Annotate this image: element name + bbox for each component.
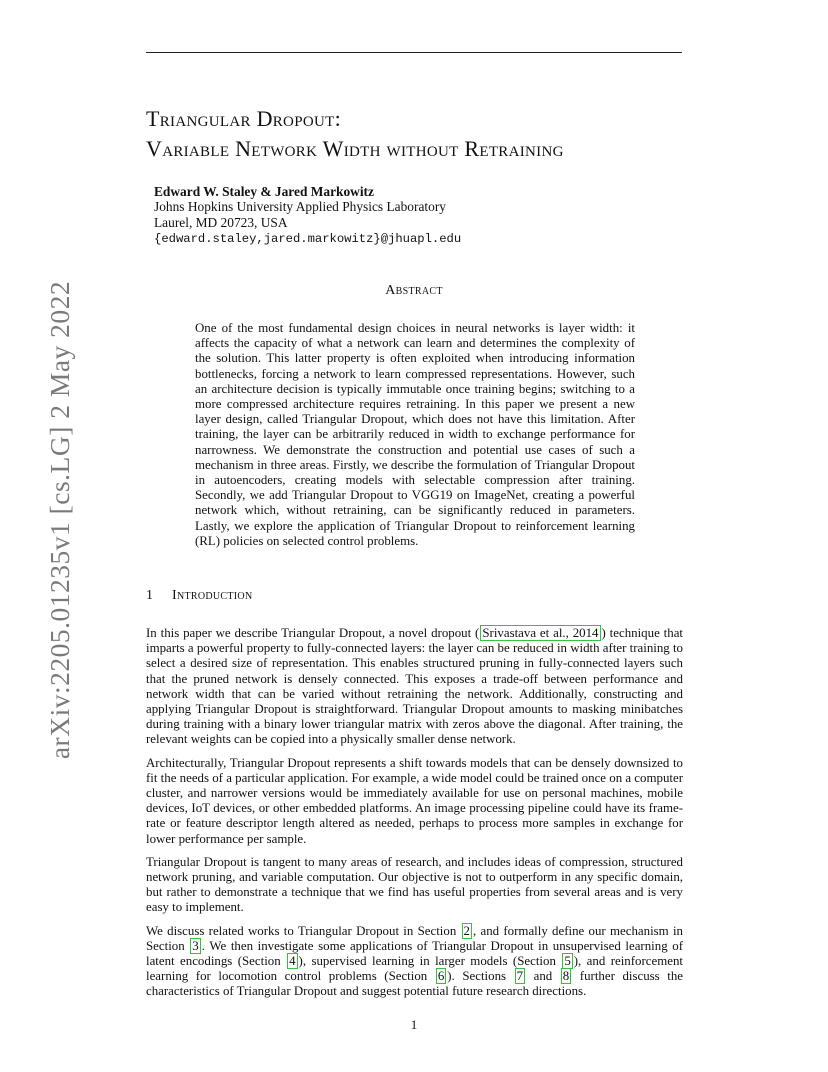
text-span: further discuss the characteristics of Triangular Dropout and suggest potential future research directions. — [146, 969, 683, 999]
affiliation — [154, 199, 461, 247]
text-span: and — [526, 969, 560, 984]
authors: Edward W. Staley & Jared Markowitz — [154, 184, 374, 199]
text-span: In this paper we describe Triangular Dropout, a novel dropout ( — [146, 626, 480, 640]
title-line-1: Triangular Dropout: — [146, 106, 341, 131]
section-ref-link[interactable]: 5 — [564, 954, 571, 969]
page-number: 1 — [410, 1017, 418, 1032]
text-span: ), and reinforcement learning for locomotion control problems (Section — [146, 954, 683, 984]
institution: Johns Hopkins University Applied Physics Laboratory — [154, 199, 446, 214]
section-heading — [146, 588, 252, 604]
paper-title — [146, 104, 706, 164]
intro-paragraph-3: Triangular Dropout is tangent to many areas of research, and includes ideas of compression, structured network pruning, and variable computation. Our objective is not to outperform in any specific domain, but rather to demonstrate a technique that we find has useful properties from several areas and is very easy to implement. — [146, 854, 683, 915]
intro-paragraph-2: Architecturally, Triangular Dropout represents a shift towards models that can be densely downsized to fit the needs of a particular application. For example, a wide model could be trained once on a computer cluster, and narrower versions would be immediately available for use on personal machines, mobile devices, IoT devices, or other embedded platforms. An image processing pipeline could have its frame-rate or feature descriptor length altered as needed, perhaps to process more samples in exchange for lower performance per sample. — [146, 755, 683, 846]
arxiv-stamp: arXiv:2205.01235v1 [cs.LG] 2 May 2022 — [44, 280, 75, 760]
text-span: We discuss related works to Triangular Dropout in Section — [146, 923, 461, 938]
intro-paragraph-1 — [146, 626, 683, 748]
section-title: Introduction — [172, 588, 253, 603]
intro-body — [146, 626, 683, 1008]
section-ref-link[interactable]: 8 — [562, 969, 570, 984]
abstract-body: One of the most fundamental design choices in neural networks is layer width: it affects the capacity of what a network can learn and determines the complexity of the solution. This latter property is often exploited when introducing information bottlenecks, forcing a network to learn compressed representations. However, such an architecture decision is typically immutable once training begins; switching to a more compressed architecture requires retraining. In this paper we present a new layer design, called Triangular Dropout, which does not have this limitation. After training, the layer can be arbitrarily reduced in width to exchange performance for narrowness. We demonstrate the construction and potential use cases of such a mechanism in three areas. Firstly, we describe the formulation of Triangular Dropout in autoencoders, creating models with selectable compression after training. Secondly, we add Triangular Dropout to VGG19 on ImageNet, creating a powerful network which, without retraining, can be significantly reduced in parameters. Lastly, we explore the application of Triangular Dropout to reinforcement learning (RL) policies on selected control problems. — [195, 321, 635, 548]
section-ref-link[interactable]: 6 — [437, 969, 445, 984]
text-span: ) technique that imparts a powerful property to fully-connected layers: the layer can be reduced in width after training to select a desired size of representation. This enables structured pruning in fully-connected layers such that the pruned network is densely connected. This exposes a trade-off between performance and network width that can be varied without retraining the network. Additionally, constructing and applying Triangular Dropout is straightforward. Triangular Dropout amounts to masking minibatches during training with a binary lower triangular matrix with zeros above the diagonal. After training, the relevant weights can be copied into a physically smaller dense network. — [146, 626, 683, 747]
text-span: , and formally define our mechanism in Section — [146, 923, 683, 953]
email: {edward.staley,jared.markowitz}@jhuapl.edu — [154, 232, 462, 246]
section-ref-link[interactable]: 3 — [192, 938, 199, 953]
text-span: ), supervised learning in larger models (Section — [298, 954, 562, 969]
section-ref-link[interactable]: 7 — [516, 969, 524, 984]
section-number: 1 — [146, 588, 154, 603]
citation-link[interactable]: Srivastava et al., 2014 — [482, 626, 599, 640]
top-rule — [146, 52, 682, 53]
text-span: ). Sections — [447, 969, 514, 984]
title-line-2: Variable Network Width without Retraining — [146, 136, 564, 161]
section-ref-link[interactable]: 4 — [289, 954, 296, 969]
section-ref-link[interactable]: 2 — [463, 923, 470, 938]
abstract-heading: Abstract — [385, 283, 443, 298]
text-span: . We then investigate some applications of Triangular Dropout in unsupervised learning of latent encodings (Section — [146, 938, 683, 969]
intro-paragraph-4 — [146, 924, 683, 1000]
location: Laurel, MD 20723, USA — [154, 215, 288, 230]
